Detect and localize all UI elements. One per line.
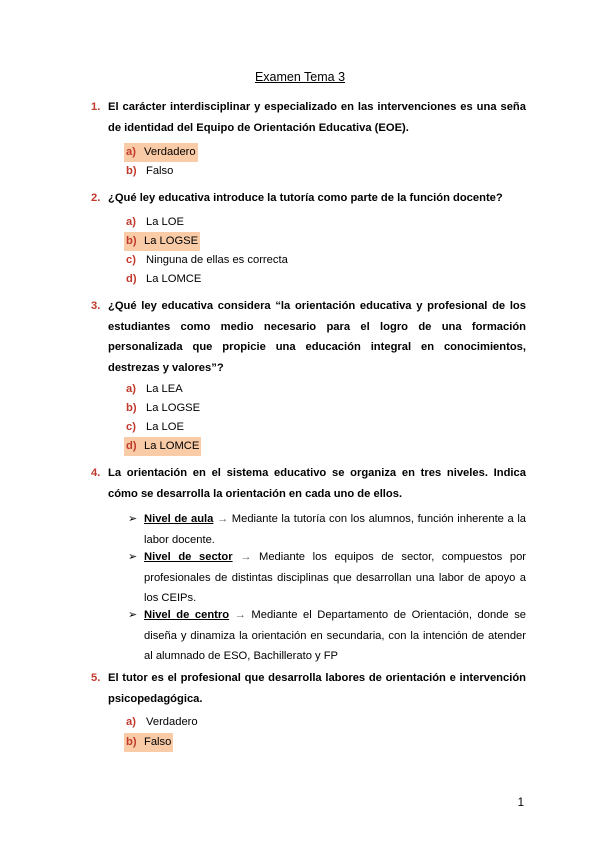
option-letter: b) — [124, 232, 142, 251]
question-text: La orientación en el sistema educativo se organiza en tres niveles. Indica cómo se desarrolla la orientación en cada uno de ellos. — [108, 467, 526, 500]
level-description: Mediante los equipos de sector, compuestos por profesionales de distintas disciplinas que desarrollan una labor de apoyo a los CEIPs. — [144, 551, 527, 604]
option-letter: c) — [126, 421, 136, 433]
arrow-bullet-icon: ➢ — [128, 513, 138, 525]
level-description: Mediante el Departamento de Orientación, donde se diseña y dinamiza la orientación en secundaria, con la intención de atender al alumnado de ESO, Bachillerato y FP — [144, 609, 527, 662]
question-number: 2. — [91, 192, 101, 204]
option-text: Falso — [142, 733, 173, 752]
level-bullet — [144, 605, 526, 667]
option-letter: b) — [124, 733, 142, 752]
option-text: La LOMCE — [142, 437, 201, 456]
arrow-bullet-icon: ➢ — [128, 609, 138, 621]
level-bullet — [144, 547, 526, 609]
level-name: Nivel de centro — [144, 609, 230, 621]
page-number: 1 — [517, 797, 524, 809]
question-text: ¿Qué ley educativa introduce la tutoría como parte de la función docente? — [108, 192, 503, 204]
question-number: 1. — [91, 101, 101, 113]
option-letter: a) — [126, 716, 136, 728]
arrow-bullet-icon: ➢ — [128, 551, 138, 563]
option-letter: a) — [126, 216, 136, 228]
answer-option[interactable] — [126, 213, 186, 232]
answer-option[interactable] — [126, 251, 290, 270]
option-text: Verdadero — [146, 716, 198, 728]
option-text: Verdadero — [142, 143, 198, 162]
question-number: 5. — [91, 672, 101, 684]
question-number: 4. — [91, 467, 101, 479]
answer-option[interactable] — [126, 399, 202, 418]
answer-option[interactable] — [126, 232, 200, 251]
option-letter: b) — [126, 165, 137, 177]
answer-option[interactable] — [126, 380, 185, 399]
option-letter: d) — [124, 437, 142, 456]
document-title: Examen Tema 3 — [254, 70, 346, 84]
option-text: La LOGSE — [142, 232, 200, 251]
answer-option[interactable] — [126, 733, 173, 752]
question-text: El carácter interdisciplinar y especializado en las intervenciones es una seña de identidad del Equipo de Orientación Educativa (EOE). — [108, 101, 526, 134]
option-text: La LOE — [146, 421, 184, 433]
level-name: Nivel de aula — [144, 513, 214, 525]
right-arrow-icon: → — [234, 609, 246, 621]
option-text: Ninguna de ellas es correcta — [146, 254, 288, 266]
option-text: Falso — [146, 165, 174, 177]
option-letter: d) — [126, 273, 137, 285]
right-arrow-icon: → — [240, 551, 252, 563]
answer-option[interactable] — [126, 713, 200, 732]
answer-option[interactable] — [126, 437, 201, 456]
option-letter: a) — [126, 383, 136, 395]
option-text: La LOMCE — [146, 273, 202, 285]
answer-option[interactable] — [126, 143, 198, 162]
option-letter: c) — [126, 254, 136, 266]
option-text: La LOGSE — [146, 402, 201, 414]
option-letter: a) — [124, 143, 142, 162]
question-text: El tutor es el profesional que desarrolla labores de orientación e intervención psicopedagógica. — [108, 672, 526, 705]
level-description: Mediante la tutoría con los alumnos, función inherente a la labor docente. — [144, 513, 527, 546]
right-arrow-icon: → — [217, 513, 229, 525]
question-text: ¿Qué ley educativa considera “la orientación educativa y profesional de los estudiantes como medio necesario para el logro de una formación personalizada que propicie una educación integral en conocimientos, destrezas y valores”? — [108, 300, 526, 374]
option-text: La LEA — [146, 383, 183, 395]
answer-option[interactable] — [126, 418, 186, 437]
level-bullet — [144, 509, 526, 550]
question-number: 3. — [91, 300, 101, 312]
answer-option[interactable] — [126, 270, 203, 289]
option-text: La LOE — [146, 216, 184, 228]
option-letter: b) — [126, 402, 137, 414]
answer-option[interactable] — [126, 162, 175, 181]
level-name: Nivel de sector — [144, 551, 233, 563]
